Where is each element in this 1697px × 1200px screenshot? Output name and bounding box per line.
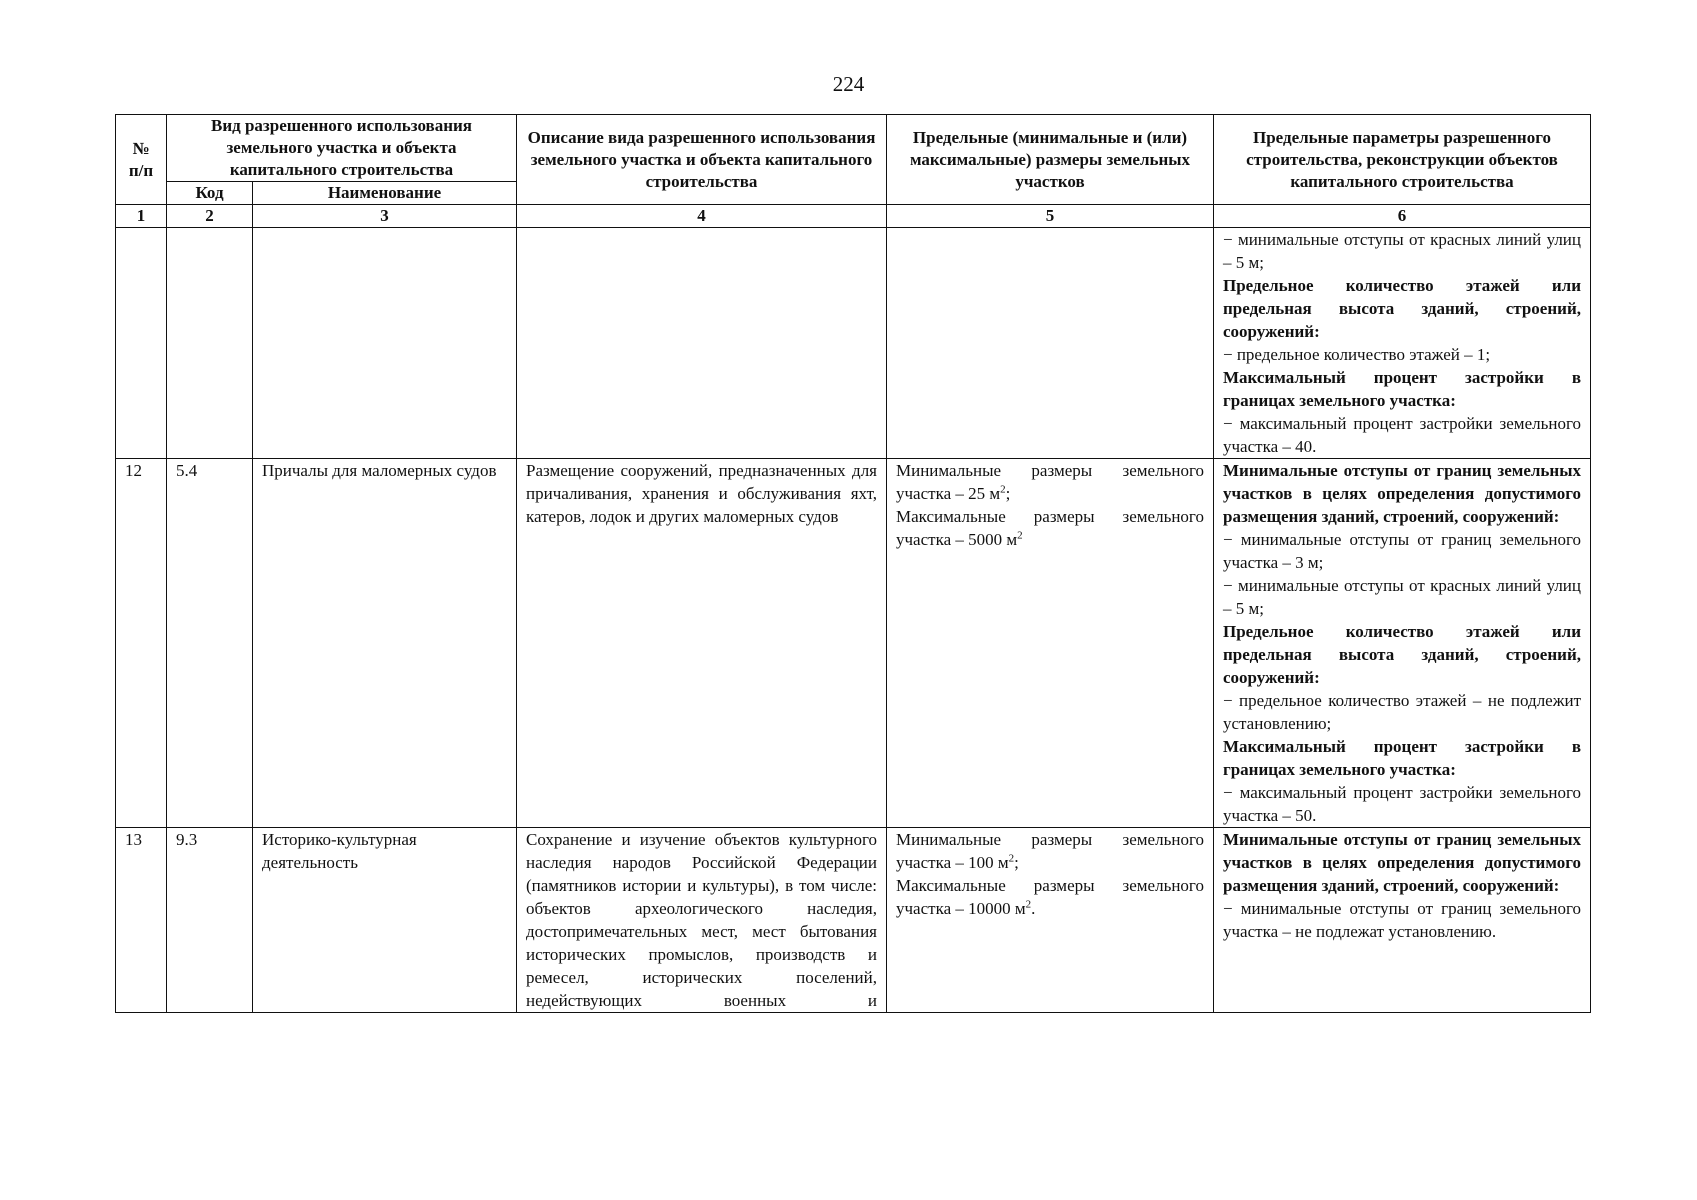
param-heading: Предельное количество этажей или предельная высота зданий, строений, сооружений: [1223,622,1581,687]
header-description: Описание вида разрешенного использования земельного участка и объекта капитального строительства [517,115,887,205]
cell-code: 5.4 [167,459,253,828]
param-line: − максимальный процент застройки земельного участка – 50. [1223,783,1581,825]
param-line: − минимальные отступы от красных линий улиц – 5 м; [1223,576,1581,618]
cell-description: Размещение сооружений, предназначенных для причаливания, хранения и обслуживания яхт, катеров, лодок и других маломерных судов [517,459,887,828]
land-use-regulations-table [115,114,1591,1013]
cell-name [253,228,517,459]
header-code: Код [167,182,253,205]
table-header [116,115,1591,228]
table-row-continuation [116,228,1591,459]
cell-sizes [887,228,1214,459]
cell-params [1214,459,1591,828]
column-number: 6 [1214,205,1591,228]
min-size-text: Минимальные размеры земельного участка – 25 $м^2$; [896,461,1204,503]
cell-params [1214,228,1591,459]
param-line: − минимальные отступы от границ земельного участка – 3 м; [1223,530,1581,572]
column-number-row [116,205,1591,228]
cell-code: 9.3 [167,828,253,1013]
cell-description: Сохранение и изучение объектов культурного наследия народов Российской Федерации (памятников истории и культуры), в том числе: объектов археологического наследия, достопримечательных мест, мест бытования исторических промыслов, производств и ремесел, исторических поселений, недействующих военных и [517,828,887,1013]
header-kind: Вид разрешенного использования земельного участка и объекта капитального строительства [167,115,517,182]
page-number: 224 [832,72,865,96]
param-line: − максимальный процент застройки земельного участка – 40. [1223,414,1581,456]
param-line: − предельное количество этажей – 1; [1223,345,1491,364]
column-number: 3 [253,205,517,228]
cell-description [517,228,887,459]
param-heading: Минимальные отступы от границ земельных участков в целях определения допустимого размещения зданий, строений, сооружений: [1223,461,1581,526]
max-size-text: Максимальные размеры земельного участка – 5000 $м^2$ [896,507,1204,549]
param-line: − минимальные отступы от красных линий улиц – 5 м; [1223,230,1581,272]
min-size-text: Минимальные размеры земельного участка – 100 $м^2$; [896,830,1204,872]
cell-num: 13 [116,828,167,1013]
table-row [116,459,1591,828]
param-heading: Максимальный процент застройки в границах земельного участка: [1223,737,1581,779]
column-number: 2 [167,205,253,228]
header-sizes: Предельные (минимальные и (или) максимальные) размеры земельных участков [887,115,1214,205]
param-line: − минимальные отступы от границ земельного участка – не подлежат установлению. [1223,899,1581,941]
column-number: 5 [887,205,1214,228]
cell-sizes [887,828,1214,1013]
column-number: 1 [116,205,167,228]
header-name: Наименование [253,182,517,205]
param-heading: Максимальный процент застройки в границах земельного участка: [1223,368,1581,410]
header-num: № п/п [116,115,167,205]
header-params: Предельные параметры разрешенного строительства, реконструкции объектов капитального строительства [1214,115,1591,205]
table-row [116,828,1591,1013]
cell-num [116,228,167,459]
cell-params [1214,828,1591,1013]
param-heading: Предельное количество этажей или предельная высота зданий, строений, сооружений: [1223,276,1581,341]
param-heading: Минимальные отступы от границ земельных участков в целях определения допустимого размещения зданий, строений, сооружений: [1223,830,1581,895]
max-size-text: Максимальные размеры земельного участка – 10000 $м^2$. [896,876,1204,918]
column-number: 4 [517,205,887,228]
param-line: − предельное количество этажей – не подлежит установлению; [1223,691,1581,733]
cell-code [167,228,253,459]
cell-name: Историко-культурная деятельность [253,828,517,1013]
cell-sizes [887,459,1214,828]
cell-num: 12 [116,459,167,828]
cell-name: Причалы для маломерных судов [253,459,517,828]
